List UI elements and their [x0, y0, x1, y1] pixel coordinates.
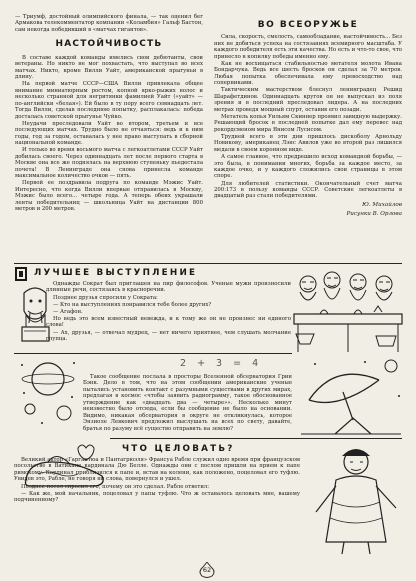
math-title: 2 + 3 = 4 [180, 358, 263, 369]
best-performance-title: ЛУЧШЕЕ ВЫСТУПЛЕНИЕ [34, 268, 198, 278]
paragraph: Такое сообщение послала в просторы Вселенной обсерватория Грин Бэнк. Дело в том, что на этом сообщении американские ученые пытались установить контакт с разумными существами в других мирах, предлагая в космос «чтобы заявить радиограмму, такое обоснованное утверждение как «двадцать два — четыре»». Несколько минут неизвестно было отсюда, если бы сообщение не было на основании. Видимо, никакая обсерватория в округе не откликнулась, которое Энзиоле Левкович предложил выслушать на всех по свету, давайте, братья по разуму всё существо отправить на землю? [83, 374, 292, 432]
paragraph: Позднее посол спросил его, почему он это сделал. Рабле ответил: [21, 483, 210, 490]
math-text [83, 374, 292, 433]
paragraph: Но ведь это всем известный невежда, и к тому же он не произнес ни единого слова! [46, 316, 291, 329]
section-heading-persistence: НАСТОЙЧИВОСТЬ [55, 39, 163, 50]
paragraph: Позднее друзья спросили у Сократа: [53, 294, 158, 301]
paragraph: — Агафон. [53, 308, 83, 315]
paragraph: — Ах, друзья, — отвечал мудрец, — нет ничего приятнее, чем слушать молчание глупца. [46, 329, 291, 343]
kiss-text [14, 457, 300, 504]
section-divider [14, 353, 292, 354]
illustrator-byline: Рисунки В. Орлова [346, 211, 402, 218]
paragraph: Однажды Сократ был приглашен на пир философов. Ученые мужи произносили длинные речи, состязаясь в красноречии. [46, 281, 291, 294]
philosophers-feast-illustration [290, 264, 406, 358]
left-column [15, 14, 203, 213]
paragraph: Как не восхищаться стабильностью метателя молота Ивана Бондарчука. Ведь все шесть бросков он сделал за 70 метров. Любая попытка обеспечивала ему превосходство над соперниками. [214, 60, 402, 87]
rabelais-illustration [306, 442, 406, 560]
kiss-title: ЧТО ЦЕЛОВАТЬ? [122, 444, 235, 454]
paragraph: Первой ее поздравила подруга по команде Мэжис Уайт. Интересно, что когда Вилли впервые отправилась в Москву, Мэжис было всего... четыре года. А теперь обеих украшали ленты победительниц — школьница Уайт на дистанции 800 метров и 200 метров. [15, 180, 203, 212]
socrates-bust-illustration [16, 283, 54, 345]
intro-paragraph: — Триумф, достойный олимпийского финала, — так оценил бег Армакова телекомментатор компании «Коламбия» Гальф Бастон, сам некогда победивший в «матчах гигантов». [15, 14, 203, 33]
author-byline: Ю. Михайлов [362, 201, 402, 208]
section-heading-fully-armed: ВО ВСЕОРУЖЬЕ [257, 20, 359, 30]
paragraph: Великий автор «Гаргантюа и Пантагрюэля» Франсуа Рабле служил одно время при французском посольстве в Ватикане кардинала Дю Белле. Однажды они с послом пришли на прием к папе римскому. Кардинал приблизился к папе и, встав на колени, как положено, поцеловал его туфлю. Увидев это, Рабле, не говоря ни слова, повернулся и ушел. [14, 457, 300, 483]
paragraph: Неудачи преследовали Уайт во втором, третьем и все последующих матчах. Трудно было не отчаяться: ведь и к ним годы, год за годом, оставалась у нее право выступать в сборной национальной команде. [15, 120, 203, 147]
paragraph: А самое главное, что предрешило исход командной борьбы, — это была, в понимании многих, борьба за каждое место, за каждое очко, и у каждого сложились свои страницы в этом споре. [214, 154, 402, 180]
paragraph: Сила, скорость, смелость, самообладание, настойчивость... Без них не добиться успеха на состязаниях всемирного масштаба. У каждого победителя есть эти качества. Но есть и что-то свое, что принесло в копилку победы именно ему. [214, 34, 402, 60]
paragraph: — Кто на выступлениях понравился тебе более других? [53, 301, 212, 308]
paragraph: И только во время восьмого матча с легкоатлетами СССР Уайт добилась своего. Через одиннадцать лет после первого старта в Москве она все же поднялась на верхнюю ступеньку пьедестала почета! В Ленинграде она снова принесла команде максимальное количество очков — пять. [15, 147, 203, 180]
right-column [214, 22, 402, 218]
paragraph: В составе каждой команды имелись свои дебютанты, свои ветераны. Но никто не мог похвастать, что выступал во всех матчах. Никто, кроме Вилли Уайт, американской прыгуньи в длину. [15, 54, 203, 81]
paragraph: Тактическим мастерством блеснул ленинградец Решид Шарафетдинов. Одиннадцать кругов он не выпускал из поля зрения и в последний преследовал лидера. А на последних метрах проведя мощный спурт, оставив его позади. [214, 87, 402, 113]
planets-illustration [16, 357, 80, 433]
section-divider [110, 438, 402, 439]
page-number: 62 [202, 566, 212, 574]
best-performance-text [46, 281, 291, 343]
paragraph: Для любителей статистики. Окончательный счет матча 200:173 в пользу команды СССР. Советские легкоатлеты в двадцатый раз стали победителями. [214, 180, 402, 200]
paragraph: — Как же, мой начальник, поцеловал у папы туфлю. Что ж оставалось целовать мне, вашему подчиненному? [14, 490, 300, 504]
paragraph: Метатель копья Уильям Скиннер проявил завидную выдержку. Решающий бросок в последней попытке дал ему перевес над рекордсменом мира Янисом Лусисом. [214, 113, 402, 133]
paragraph: На первой матче СССР—США Вилли привлекала общее внимание миниатюрным ростом, копной ярко-рыжих волос и несколько странной для негритянки фамилией Уайт («уайт» — по-английски «белая»). Ей было в ту пору всего семнадцать лет. Тогда Вилли, сделав последнюю попытку, расплакалась: победа досталась советской прыгунье Чуйко. [15, 81, 203, 120]
page-number-badge [198, 562, 216, 578]
ornament-icon [14, 266, 28, 282]
paragraph: Трудней всего в эти дни пришлось дискоболу Арнольду Новикову, американец Лэнс Авилов уже во второй раз лишился медали в своем коронном виде. [214, 134, 402, 153]
radio-telescope-illustration [295, 356, 406, 440]
